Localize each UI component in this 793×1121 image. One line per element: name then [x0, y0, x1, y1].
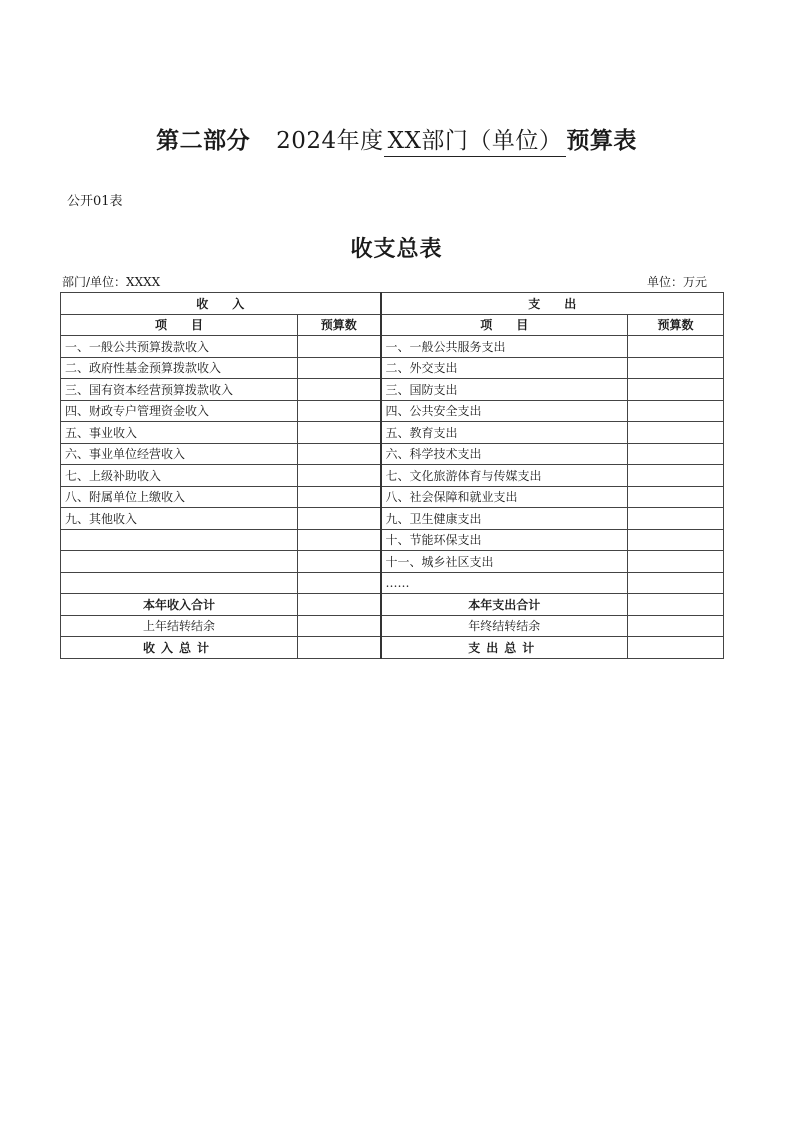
income-item-cell: 三、国有资本经营预算拨款收入 — [61, 379, 298, 401]
budget-table — [60, 292, 724, 659]
income-item-cell: 四、财政专户管理资金收入 — [61, 400, 298, 422]
income-item-cell: 五、事业收入 — [61, 422, 298, 444]
income-total-value — [298, 594, 381, 616]
expense-budget-cell — [628, 379, 724, 401]
income-item-cell — [61, 572, 298, 594]
group-header-row — [61, 293, 724, 315]
table-row — [61, 357, 724, 379]
expense-total-value — [628, 615, 724, 637]
unit-line: 单位：万元 — [646, 275, 707, 289]
income-budget-cell — [298, 465, 381, 487]
income-budget-cell — [298, 551, 381, 573]
table-row — [61, 572, 724, 594]
expense-item-cell: 三、国防支出 — [381, 379, 628, 401]
expense-item-cell: 五、教育支出 — [381, 422, 628, 444]
table-row — [61, 529, 724, 551]
expense-item-cell: 十一、城乡社区支出 — [381, 551, 628, 573]
expense-budget-cell — [628, 465, 724, 487]
expense-item-cell: 十、节能环保支出 — [381, 529, 628, 551]
income-total-label: 收入总计 — [61, 637, 298, 659]
table-row — [61, 551, 724, 573]
expense-budget-cell — [628, 422, 724, 444]
income-item-cell: 七、上级补助收入 — [61, 465, 298, 487]
year-label: 2024年度 — [276, 128, 384, 154]
column-header-row — [61, 314, 724, 336]
income-budget-cell — [298, 336, 381, 358]
table-row — [61, 486, 724, 508]
table-title: 收支总表 — [350, 236, 443, 262]
expense-budget-header: 预算数 — [628, 314, 724, 336]
income-item-cell: 八、附属单位上缴收入 — [61, 486, 298, 508]
table-row — [61, 465, 724, 487]
income-total-value — [298, 615, 381, 637]
page-heading — [0, 122, 793, 157]
expense-budget-cell — [628, 529, 724, 551]
expense-total-value — [628, 594, 724, 616]
income-budget-cell — [298, 529, 381, 551]
income-item-cell: 一、一般公共预算拨款收入 — [61, 336, 298, 358]
expense-budget-cell — [628, 336, 724, 358]
income-budget-cell — [298, 572, 381, 594]
expense-item-header: 项 目 — [381, 314, 628, 336]
income-budget-cell — [298, 379, 381, 401]
income-item-cell: 九、其他收入 — [61, 508, 298, 530]
expense-budget-cell — [628, 508, 724, 530]
income-budget-cell — [298, 422, 381, 444]
income-budget-cell — [298, 508, 381, 530]
expense-budget-cell — [628, 400, 724, 422]
income-budget-header: 预算数 — [298, 314, 381, 336]
income-group-header: 收 入 — [61, 293, 381, 315]
part-label: 第二部分 — [156, 127, 251, 154]
department-line: 部门/单位：XXXX — [62, 275, 161, 289]
expense-budget-cell — [628, 551, 724, 573]
expense-budget-cell — [628, 357, 724, 379]
table-row — [61, 379, 724, 401]
expense-item-cell: 四、公共安全支出 — [381, 400, 628, 422]
total-row — [61, 615, 724, 637]
income-budget-cell — [298, 443, 381, 465]
expense-item-cell: 六、科学技术支出 — [381, 443, 628, 465]
income-item-cell: 二、政府性基金预算拨款收入 — [61, 357, 298, 379]
expense-budget-cell — [628, 486, 724, 508]
expense-budget-cell — [628, 443, 724, 465]
dept-placeholder: XX部门（单位） — [384, 122, 567, 157]
expense-item-cell: 一、一般公共服务支出 — [381, 336, 628, 358]
title-suffix: 预算表 — [566, 127, 637, 154]
expense-total-label: 本年支出合计 — [381, 594, 628, 616]
expense-total-label: 支出总计 — [381, 637, 628, 659]
table-row — [61, 400, 724, 422]
budget-table-body — [61, 293, 724, 659]
total-row — [61, 594, 724, 616]
income-total-label: 本年收入合计 — [61, 594, 298, 616]
expense-item-cell: 二、外交支出 — [381, 357, 628, 379]
form-number: 公开01表 — [67, 194, 123, 209]
income-item-cell: 六、事业单位经营收入 — [61, 443, 298, 465]
table-row — [61, 336, 724, 358]
income-total-label: 上年结转结余 — [61, 615, 298, 637]
table-row — [61, 443, 724, 465]
income-item-cell — [61, 551, 298, 573]
income-item-cell — [61, 529, 298, 551]
income-total-value — [298, 637, 381, 659]
income-budget-cell — [298, 400, 381, 422]
income-budget-cell — [298, 357, 381, 379]
income-budget-cell — [298, 486, 381, 508]
expense-total-value — [628, 637, 724, 659]
expense-item-cell: 七、文化旅游体育与传媒支出 — [381, 465, 628, 487]
income-item-header: 项 目 — [61, 314, 298, 336]
expense-item-cell: 八、社会保障和就业支出 — [381, 486, 628, 508]
total-row — [61, 637, 724, 659]
expense-budget-cell — [628, 572, 724, 594]
table-row — [61, 508, 724, 530]
expense-total-label: 年终结转结余 — [381, 615, 628, 637]
table-row — [61, 422, 724, 444]
expense-group-header: 支 出 — [381, 293, 724, 315]
expense-item-cell: …… — [381, 572, 628, 594]
expense-item-cell: 九、卫生健康支出 — [381, 508, 628, 530]
